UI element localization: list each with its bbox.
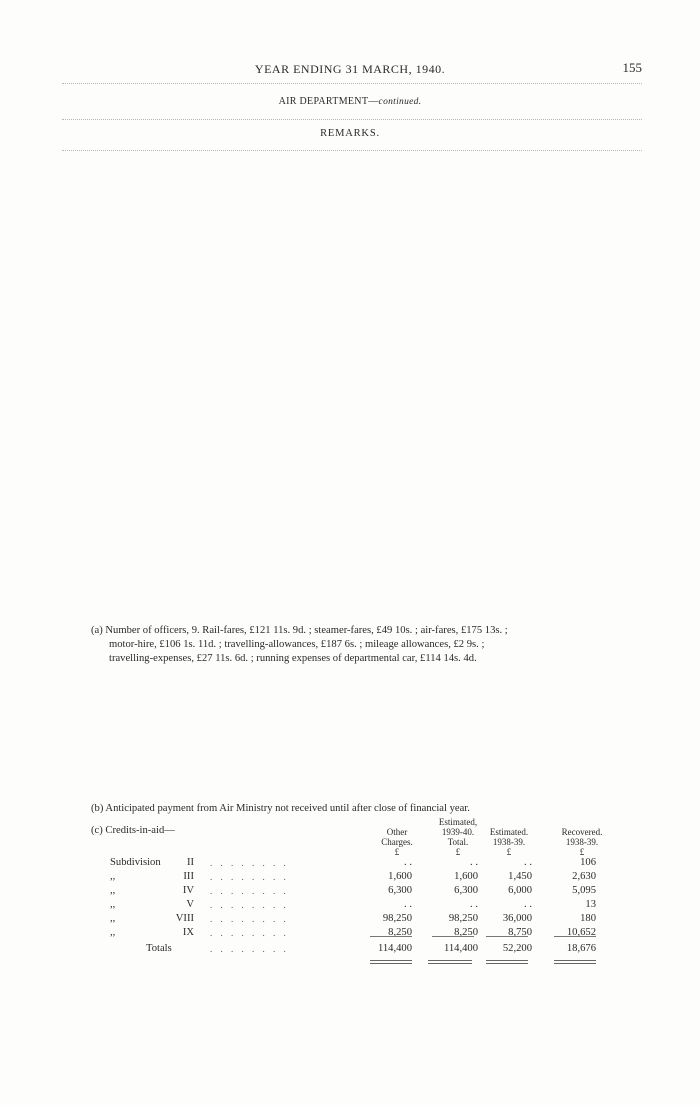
cell-recovered: 5,095 [572, 885, 596, 896]
cell-other-charges: 8,250 [388, 927, 412, 938]
cell-other-charges: . . [404, 899, 412, 910]
cell-other-charges: . . [404, 857, 412, 868]
cell-recovered: 2,630 [572, 871, 596, 882]
subtotal-rule [370, 936, 412, 937]
col-header-unit: £ [579, 847, 585, 857]
section-title: REMARKS. [320, 128, 380, 139]
row-leader-dots: . . . . . . . . [210, 914, 289, 924]
department-suffix: continued. [378, 97, 422, 107]
subtotal-rule [486, 936, 528, 937]
double-rule [370, 960, 412, 964]
row-label: ,, [110, 927, 116, 938]
cell-total: 8,250 [454, 927, 478, 938]
col-header-line: Estimated. [489, 827, 529, 837]
row-leader-dots: . . . . . . . . [210, 944, 289, 954]
cell-total: . . [470, 899, 478, 910]
note-b: (b) Anticipated payment from Air Ministry not received until after close of financial year. [91, 803, 470, 814]
row-subdivision: III [183, 871, 194, 882]
note-a-line-1: (a) Number of officers, 9. Rail-fares, £121 11s. 9d. ; steamer-fares, £49 10s. ; air-fares, £175 13s. ; [91, 625, 508, 636]
cell-estimated: 8,750 [508, 927, 532, 938]
cell-other-charges: 98,250 [382, 913, 412, 924]
cell-total: 1,600 [454, 871, 478, 882]
subtotal-rule [554, 936, 596, 937]
row-subdivision: II [186, 857, 194, 868]
total-estimated: 52,200 [502, 943, 532, 954]
note-c: (c) Credits-in-aid— [91, 825, 175, 836]
row-label: ,, [110, 885, 116, 896]
row-leader-dots: . . . . . . . . [210, 858, 289, 868]
double-rule [554, 960, 596, 964]
cell-recovered: 180 [580, 913, 596, 924]
total-total: 114,400 [443, 943, 478, 954]
cell-total: 98,250 [448, 913, 478, 924]
col-header-unit: £ [506, 847, 512, 857]
total-other-charges: 114,400 [377, 943, 412, 954]
department-rule [62, 119, 642, 120]
cell-estimated: 1,450 [508, 871, 532, 882]
col-header-recovered [552, 827, 612, 857]
table-row [0, 885, 700, 899]
cell-total: 6,300 [454, 885, 478, 896]
header-rule [62, 83, 642, 84]
cell-other-charges: 6,300 [388, 885, 412, 896]
running-title: YEAR ENDING 31 MARCH, 1940. [254, 62, 446, 76]
row-label: ,, [110, 899, 116, 910]
table-row [0, 927, 700, 941]
row-leader-dots: . . . . . . . . [210, 886, 289, 896]
row-label: Subdivision [110, 857, 161, 868]
subtotal-rule [432, 936, 474, 937]
cell-recovered: 13 [585, 899, 596, 910]
note-a [91, 624, 631, 666]
col-header-line: 1938-39. [492, 837, 526, 847]
col-header-line: Charges. [381, 837, 413, 847]
totals-label: Totals [146, 943, 172, 954]
col-header-line: Total. [447, 837, 469, 847]
table-row [0, 857, 700, 871]
cell-recovered: 10,652 [566, 927, 596, 938]
cell-other-charges: 1,600 [388, 871, 412, 882]
col-header-unit: £ [394, 847, 400, 857]
page-number: 155 [622, 60, 642, 75]
row-subdivision: IX [182, 927, 194, 938]
department-title [0, 96, 700, 107]
col-header-line: Recovered. [561, 827, 603, 837]
table-row [0, 899, 700, 913]
double-rule [486, 960, 528, 964]
double-rule [428, 960, 472, 964]
col-header-line: 1938-39. [565, 837, 599, 847]
department-name: AIR DEPARTMENT— [278, 96, 379, 107]
table-row [0, 913, 700, 927]
col-header-line: 1939-40. [441, 827, 475, 837]
cell-estimated: 6,000 [508, 885, 532, 896]
section-rule [62, 150, 642, 151]
estimated-header: Estimated, [438, 817, 478, 827]
col-header-estimated [480, 827, 538, 857]
col-header-other-charges [372, 827, 422, 857]
row-leader-dots: . . . . . . . . [210, 872, 289, 882]
col-header-unit: £ [455, 847, 461, 857]
col-header-total [428, 827, 488, 857]
total-recovered: 18,676 [566, 943, 596, 954]
row-subdivision: IV [182, 885, 194, 896]
totals-row [0, 943, 700, 957]
row-label: ,, [110, 871, 116, 882]
cell-estimated: 36,000 [502, 913, 532, 924]
note-a-line-3: travelling-expenses, £27 11s. 6d. ; running expenses of departmental car, £114 14s. 4d. [109, 653, 477, 664]
table-row [0, 871, 700, 885]
cell-recovered: 106 [580, 857, 596, 868]
row-subdivision: VIII [175, 913, 194, 924]
cell-total: . . [470, 857, 478, 868]
cell-estimated: . . [524, 857, 532, 868]
cell-estimated: . . [524, 899, 532, 910]
row-label: ,, [110, 913, 116, 924]
row-subdivision: V [186, 899, 194, 910]
col-header-line: Other [386, 827, 408, 837]
note-a-line-2: motor-hire, £106 1s. 11d. ; travelling-allowances, £187 6s. ; mileage allowances, £2 9s. ; [109, 639, 485, 650]
row-leader-dots: . . . . . . . . [210, 900, 289, 910]
row-leader-dots: . . . . . . . . [210, 928, 289, 938]
